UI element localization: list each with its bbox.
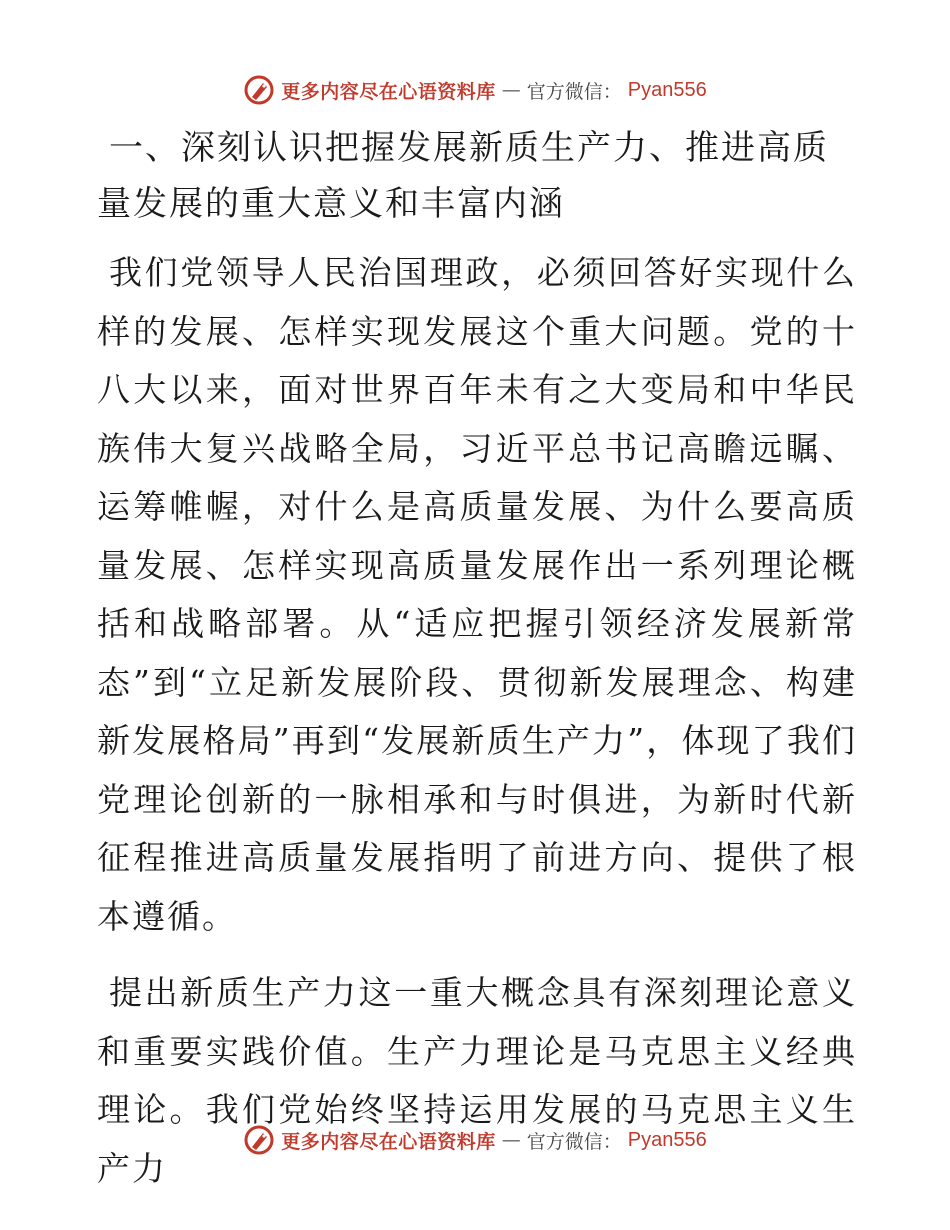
banner-promo-text: 更多内容尽在心语资料库 [281, 80, 496, 103]
pen-nib-logo-icon [243, 1124, 275, 1156]
body-paragraph-2: 提出新质生产力这一重大概念具有深刻理论意义和重要实践价值。生产力理论是马克思主义经典理论。我们党始终坚持运用发展的马克思主义生产力 [97, 973, 857, 1188]
header-banner [0, 70, 950, 110]
document-body [97, 120, 857, 1216]
banner-separator: — [501, 79, 521, 101]
banner-wechat-id: Pyan556 [627, 78, 707, 101]
footer-banner [0, 1120, 950, 1160]
section-heading: 一、深刻认识把握发展新质生产力、推进高质量发展的重大意义和丰富内涵 [97, 128, 829, 224]
pen-nib-logo-icon [243, 74, 275, 106]
banner-wechat-label: 官方微信： [526, 1130, 622, 1153]
banner-promo-text: 更多内容尽在心语资料库 [281, 1130, 496, 1153]
body-paragraph-1: 我们党领导人民治国理政，必须回答好实现什么样的发展、怎样实现发展这个重大问题。党的十八大以来，面对世界百年未有之大变局和中华民族伟大复兴战略全局，习近平总书记高瞻远瞩、运筹帷幄，对什么是高质量发展、为什么要高质量发展、怎样实现高质量发展作出一系列理论概括和战略部署。从“适应把握引领经济发展新常态”到“立足新发展阶段、贯彻新发展理念、构建新发展格局”再到“发展新质生产力”，体现了我们党理论创新的一脉相承和与时俱进，为新时代新征程推进高质量发展指明了前进方向、提供了根本遵循。 [97, 253, 857, 936]
banner-wechat-id: Pyan556 [627, 1128, 707, 1151]
banner-separator: — [501, 1129, 521, 1151]
banner-wechat-label: 官方微信： [526, 80, 622, 103]
